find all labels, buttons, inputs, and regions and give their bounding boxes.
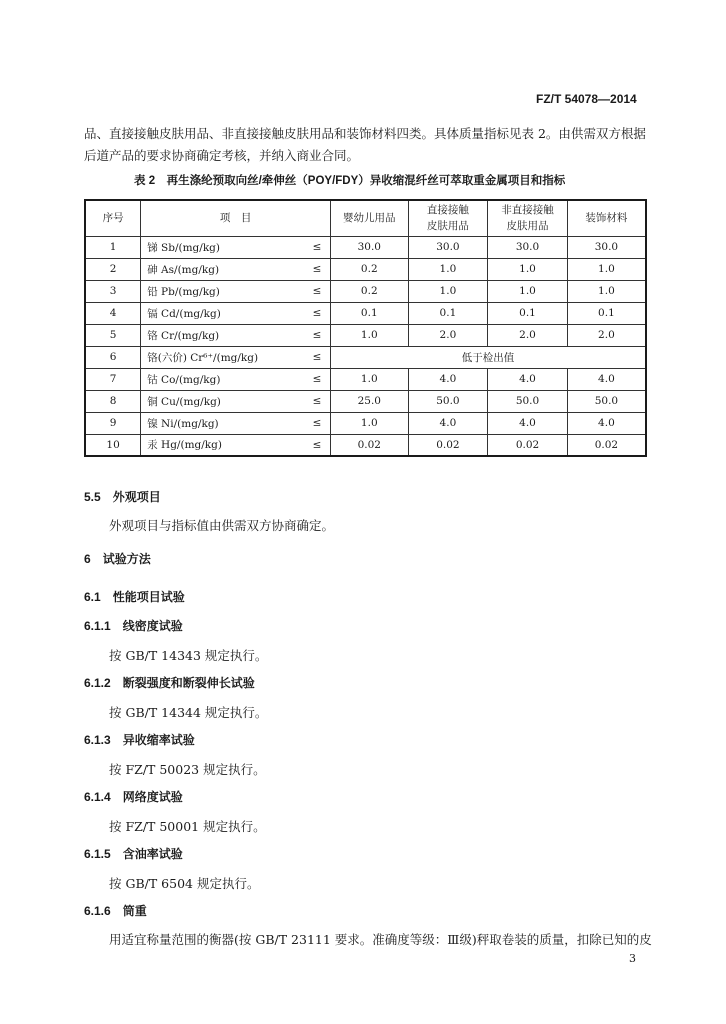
cell-nondirect: 1.0 bbox=[488, 280, 568, 302]
cell-no: 1 bbox=[85, 236, 141, 258]
section-heading-6 bbox=[84, 550, 151, 567]
cell-item: 铅 Pb/(mg/kg) bbox=[141, 280, 304, 302]
section-heading-6-1-5 bbox=[84, 845, 183, 862]
le-symbol: ≤ bbox=[304, 434, 330, 456]
cell-decor: 2.0 bbox=[567, 324, 646, 346]
section-title: 含油率试验 bbox=[122, 847, 183, 861]
table-row bbox=[85, 324, 646, 346]
le-symbol: ≤ bbox=[304, 236, 330, 258]
table-row bbox=[85, 368, 646, 390]
cell-decor: 0.1 bbox=[567, 302, 646, 324]
heavy-metal-table bbox=[84, 199, 647, 457]
le-symbol: ≤ bbox=[304, 390, 330, 412]
le-symbol: ≤ bbox=[304, 324, 330, 346]
le-symbol: ≤ bbox=[304, 280, 330, 302]
header-direct-line2: 皮肤用品 bbox=[426, 220, 469, 233]
cell-direct: 30.0 bbox=[408, 236, 488, 258]
cell-nondirect: 0.02 bbox=[488, 434, 568, 456]
section-title: 网络度试验 bbox=[122, 790, 183, 804]
cell-infant: 0.02 bbox=[330, 434, 408, 456]
section-heading-5-5 bbox=[84, 488, 161, 505]
section-number: 6.1.2 bbox=[84, 676, 111, 690]
cell-item: 汞 Hg/(mg/kg) bbox=[141, 434, 304, 456]
header-infant: 婴幼儿用品 bbox=[330, 200, 408, 236]
cell-direct: 50.0 bbox=[408, 390, 488, 412]
table-row bbox=[85, 434, 646, 456]
section-number: 5.5 bbox=[84, 490, 101, 504]
cell-no: 10 bbox=[85, 434, 141, 456]
le-symbol: ≤ bbox=[304, 346, 330, 368]
table-row bbox=[85, 280, 646, 302]
cell-infant: 0.1 bbox=[330, 302, 408, 324]
cell-direct: 1.0 bbox=[408, 280, 488, 302]
cell-nondirect: 1.0 bbox=[488, 258, 568, 280]
cell-decor: 1.0 bbox=[567, 258, 646, 280]
cell-decor: 4.0 bbox=[567, 412, 646, 434]
section-text-6-1-4: 按 FZ/T 50001 规定执行。 bbox=[109, 819, 266, 834]
cell-item: 铬 Cr/(mg/kg) bbox=[141, 324, 304, 346]
cell-decor: 4.0 bbox=[567, 368, 646, 390]
section-title: 异收缩率试验 bbox=[122, 733, 195, 747]
section-number: 6.1.6 bbox=[84, 904, 111, 918]
cell-nondirect: 4.0 bbox=[488, 412, 568, 434]
cell-merged-value: 低于检出值 bbox=[330, 346, 646, 368]
section-number: 6.1.5 bbox=[84, 847, 111, 861]
cell-item: 镍 Ni/(mg/kg) bbox=[141, 412, 304, 434]
cell-no: 3 bbox=[85, 280, 141, 302]
table-row bbox=[85, 346, 646, 368]
le-symbol: ≤ bbox=[304, 368, 330, 390]
cell-nondirect: 50.0 bbox=[488, 390, 568, 412]
cell-nondirect: 4.0 bbox=[488, 368, 568, 390]
header-direct-contact bbox=[408, 200, 488, 236]
le-symbol: ≤ bbox=[304, 302, 330, 324]
header-item: 项 目 bbox=[141, 200, 331, 236]
cell-infant: 0.2 bbox=[330, 258, 408, 280]
table-row bbox=[85, 258, 646, 280]
section-number: 6 bbox=[84, 552, 91, 566]
section-number: 6.1.1 bbox=[84, 619, 111, 633]
table-row bbox=[85, 390, 646, 412]
section-title: 试验方法 bbox=[102, 552, 151, 566]
section-number: 6.1 bbox=[84, 590, 101, 604]
cell-decor: 0.02 bbox=[567, 434, 646, 456]
section-text-6-1-3: 按 FZ/T 50023 规定执行。 bbox=[109, 762, 266, 777]
cell-no: 5 bbox=[85, 324, 141, 346]
cell-item: 镉 Cd/(mg/kg) bbox=[141, 302, 304, 324]
cell-infant: 25.0 bbox=[330, 390, 408, 412]
le-symbol: ≤ bbox=[304, 412, 330, 434]
standard-code: FZ/T 54078—2014 bbox=[536, 92, 637, 106]
cell-infant: 0.2 bbox=[330, 280, 408, 302]
cell-infant: 1.0 bbox=[330, 412, 408, 434]
header-nondirect-line2: 皮肤用品 bbox=[506, 220, 549, 233]
section-heading-6-1-1 bbox=[84, 617, 183, 634]
cell-no: 2 bbox=[85, 258, 141, 280]
header-direct-line1: 直接接触 bbox=[426, 204, 469, 217]
table-row bbox=[85, 302, 646, 324]
header-no: 序号 bbox=[85, 200, 141, 236]
intro-line-1: 品、直接接触皮肤用品、非直接接触皮肤用品和装饰材料四类。具体质量指标见表 2。由供需双方根据 bbox=[84, 126, 646, 141]
section-heading-6-1-6 bbox=[84, 902, 147, 919]
cell-nondirect: 2.0 bbox=[488, 324, 568, 346]
intro-line-2: 后道产品的要求协商确定考核，并纳入商业合同。 bbox=[84, 148, 360, 163]
header-nondirect-contact bbox=[488, 200, 568, 236]
cell-item: 铬(六价) Cr⁶⁺/(mg/kg) bbox=[141, 346, 304, 368]
page-number: 3 bbox=[629, 952, 636, 965]
section-heading-6-1-2 bbox=[84, 674, 255, 691]
table-caption: 表 2 再生涤纶预取向丝/牵伸丝（POY/FDY）异收缩混纤丝可萃取重金属项目和指标 bbox=[134, 175, 566, 187]
cell-item: 砷 As/(mg/kg) bbox=[141, 258, 304, 280]
section-number: 6.1.3 bbox=[84, 733, 111, 747]
cell-nondirect: 0.1 bbox=[488, 302, 568, 324]
cell-no: 7 bbox=[85, 368, 141, 390]
cell-item: 铜 Cu/(mg/kg) bbox=[141, 390, 304, 412]
section-heading-6-1 bbox=[84, 588, 185, 605]
table-header-row bbox=[85, 200, 646, 236]
section-title: 外观项目 bbox=[112, 490, 161, 504]
section-title: 断裂强度和断裂伸长试验 bbox=[122, 676, 255, 690]
le-symbol: ≤ bbox=[304, 258, 330, 280]
cell-infant: 30.0 bbox=[330, 236, 408, 258]
section-text-6-1-6: 用适宜称量范围的衡器(按 GB/T 23111 要求。准确度等级：Ⅲ级)秤取卷装的质量，扣除已知的皮 bbox=[109, 932, 652, 947]
cell-direct: 0.1 bbox=[408, 302, 488, 324]
header-decor: 装饰材料 bbox=[567, 200, 646, 236]
header-nondirect-line1: 非直接接触 bbox=[501, 204, 554, 217]
section-text-6-1-5: 按 GB/T 6504 规定执行。 bbox=[109, 876, 260, 891]
cell-no: 4 bbox=[85, 302, 141, 324]
section-title: 筒重 bbox=[122, 904, 147, 918]
cell-infant: 1.0 bbox=[330, 368, 408, 390]
cell-no: 9 bbox=[85, 412, 141, 434]
cell-decor: 1.0 bbox=[567, 280, 646, 302]
cell-no: 6 bbox=[85, 346, 141, 368]
cell-direct: 0.02 bbox=[408, 434, 488, 456]
section-heading-6-1-4 bbox=[84, 788, 183, 805]
cell-decor: 30.0 bbox=[567, 236, 646, 258]
cell-item: 锑 Sb/(mg/kg) bbox=[141, 236, 304, 258]
cell-item: 钴 Co/(mg/kg) bbox=[141, 368, 304, 390]
section-text-5-5: 外观项目与指标值由供需双方协商确定。 bbox=[109, 518, 335, 533]
cell-direct: 2.0 bbox=[408, 324, 488, 346]
cell-direct: 4.0 bbox=[408, 412, 488, 434]
cell-nondirect: 30.0 bbox=[488, 236, 568, 258]
table-row bbox=[85, 412, 646, 434]
cell-direct: 4.0 bbox=[408, 368, 488, 390]
cell-decor: 50.0 bbox=[567, 390, 646, 412]
cell-direct: 1.0 bbox=[408, 258, 488, 280]
section-number: 6.1.4 bbox=[84, 790, 111, 804]
section-text-6-1-2: 按 GB/T 14344 规定执行。 bbox=[109, 705, 268, 720]
cell-no: 8 bbox=[85, 390, 141, 412]
table-row bbox=[85, 236, 646, 258]
section-text-6-1-1: 按 GB/T 14343 规定执行。 bbox=[109, 648, 268, 663]
cell-infant: 1.0 bbox=[330, 324, 408, 346]
section-title: 线密度试验 bbox=[122, 619, 183, 633]
section-title: 性能项目试验 bbox=[112, 590, 185, 604]
section-heading-6-1-3 bbox=[84, 731, 195, 748]
